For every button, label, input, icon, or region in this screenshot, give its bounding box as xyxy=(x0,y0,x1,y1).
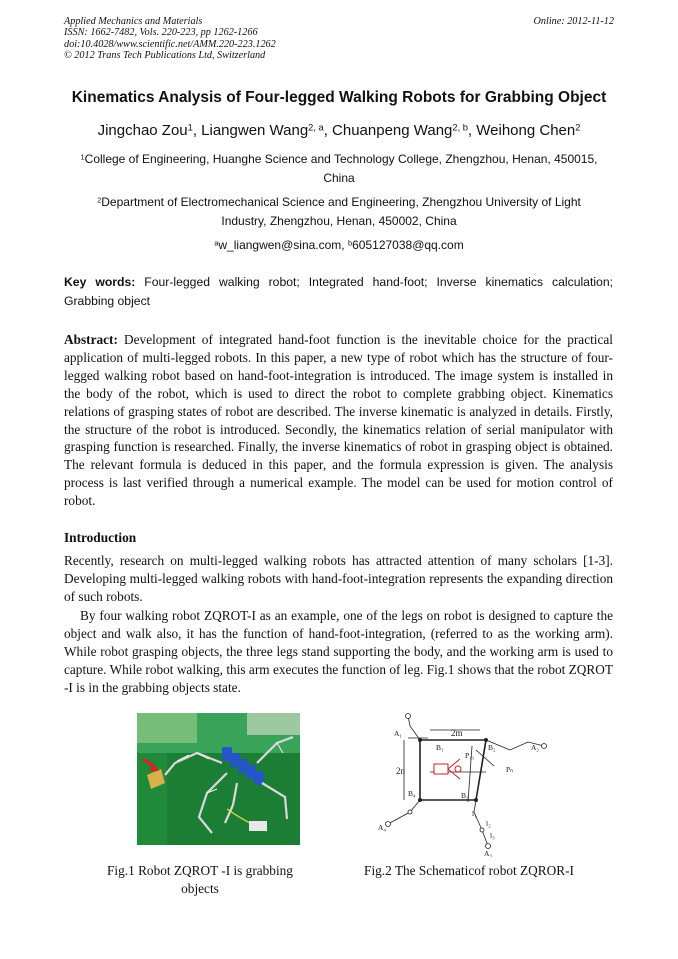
online-date: Online: 2012-11-12 xyxy=(533,16,614,27)
label-l2: l₂ xyxy=(486,819,491,828)
schematic-joints xyxy=(386,714,547,849)
label-A4: A₄ xyxy=(378,823,387,832)
affiliation-text: Department of Electromechanical Science and Engineering, Zhengzhou University of Light Industry, Zhengzhou, Henan, 450002, China xyxy=(101,195,581,228)
fig2-caption: Fig.2 The Schematicof robot ZQROR-I xyxy=(364,863,574,878)
journal-name: Applied Mechanics and Materials xyxy=(64,16,203,27)
fig1-caption-line: objects xyxy=(181,881,219,896)
label-B3: B₃ xyxy=(461,791,469,800)
label-Pw: Pₙ xyxy=(506,765,514,774)
target-icon xyxy=(455,766,461,772)
affiliation-2 xyxy=(80,193,598,231)
author-affiliation-mark: 2, b xyxy=(452,122,468,133)
email-a: w_liangwen@sina.com, xyxy=(218,238,345,252)
dim-2n: 2n xyxy=(396,766,405,776)
dim-2m: 2m xyxy=(451,728,463,738)
label-l3: l₃ xyxy=(490,831,495,840)
email-mark: a xyxy=(214,238,219,248)
label-A1: A₁ xyxy=(394,729,403,738)
camera-icon xyxy=(434,764,448,774)
author-list: Jingchao Zou$^1$, Liangwen Wang$^{2, a}$, Chuanpeng Wang$^{2, b}$, Weihong Chen$^2$ xyxy=(97,122,581,139)
email-b: 605127038@qq.com xyxy=(352,238,464,252)
issn-line: ISSN: 1662-7482, Vols. 220-223, pp 1262-1266 xyxy=(64,27,258,39)
robot-photo-illustration xyxy=(137,713,300,845)
abstract xyxy=(64,331,613,510)
paragraph: Recently, research on multi-legged walking robots has attracted attention of many scholars [1-3]. Developing multi-legged walking robots with hand-foot-integration represents the expanding direction of such robots. xyxy=(64,553,613,604)
label-A3: A₃ xyxy=(484,849,493,857)
author-affiliation-mark: 1 xyxy=(187,122,193,133)
author-name: Chuanpeng Wang xyxy=(332,122,453,139)
label-B2: B₂ xyxy=(488,743,496,752)
author-name: Jingchao Zou xyxy=(97,122,188,139)
schematic-lines xyxy=(388,716,544,846)
abstract-label: Abstract: xyxy=(64,332,118,347)
affiliation-1 xyxy=(80,150,598,188)
email-line xyxy=(80,236,598,255)
keywords xyxy=(64,273,613,311)
abstract-text: Development of integrated hand-foot function is the inevitable choice for the practical application of multi-legged robots. In this paper, a new type of robot which has the structure of four-legged walking robot based on hand-foot-integration is introduced. The image system is installed in the body of the robot, which is used to direct the robot to complete grabbing object. Kinematics relations of grasping states of robot are described. The inverse kinematic is analyzed in details. Firstly, the structure of the robot is introduced. Secondly, the kinematics relation of serial manipulator with grasping function is researched. Finally, the inverse kinematics of robot in grasping object is obtained. The relevant formula is deduced in this paper, and the formula expression is given. The analysis process is last verified through a numerical example. The model can be used for motion control of robot. xyxy=(64,332,613,509)
affiliation-mark: 2 xyxy=(97,195,102,205)
robot-photo xyxy=(137,713,300,845)
label-l1: l₁ xyxy=(472,809,477,818)
robot-schematic xyxy=(368,712,563,857)
label-B1: B₁ xyxy=(436,743,444,752)
keywords-label: Key words: xyxy=(64,275,136,289)
running-header xyxy=(64,16,276,62)
camera-view-icon xyxy=(448,759,460,779)
affiliation-mark: 1 xyxy=(80,152,85,162)
robot-schematic-diagram xyxy=(368,712,563,857)
fig1-caption-line: Fig.1 Robot ZQROT -I is grabbing xyxy=(107,863,293,878)
label-B4: B₄ xyxy=(408,789,416,798)
label-A2: A₂ xyxy=(531,743,540,752)
label-P11: P₁₁ xyxy=(465,751,475,760)
author-name: Liangwen Wang xyxy=(201,122,309,139)
email-mark: b xyxy=(347,238,353,248)
paper-title: Kinematics Analysis of Four-legged Walking Robots for Grabbing Object xyxy=(71,89,607,106)
copyright-line: © 2012 Trans Tech Publications Ltd, Switzerland xyxy=(64,50,266,62)
author-affiliation-mark: 2 xyxy=(575,122,581,133)
doi-line: doi:10.4028/www.scientific.net/AMM.220-223.1262 xyxy=(64,38,276,50)
section-heading: Introduction xyxy=(64,530,137,545)
keywords-text: Four-legged walking robot; Integrated hand-foot; Inverse kinematics calculation; Grabbing object xyxy=(64,275,613,308)
paragraph: By four walking robot ZQROT-I as an example, one of the legs on robot is designed to capture the object and walk also, it has the function of hand-foot-integration, (referred to as the working arm). While robot grasping objects, the three legs stand supporting the body, and the working arm is used to capture. While robot walking, this arm executes the function of leg. Fig.1 shows that the robot ZQROT -I is in the grabbing objects state. xyxy=(64,608,613,695)
affiliation-text: College of Engineering, Huanghe Science and Technology College, Zhengzhou, Henan, 450015, China xyxy=(84,152,598,185)
author-affiliation-mark: 2, a xyxy=(308,122,324,133)
author-name: Weihong Chen xyxy=(476,122,576,139)
fig1-caption xyxy=(100,862,300,898)
